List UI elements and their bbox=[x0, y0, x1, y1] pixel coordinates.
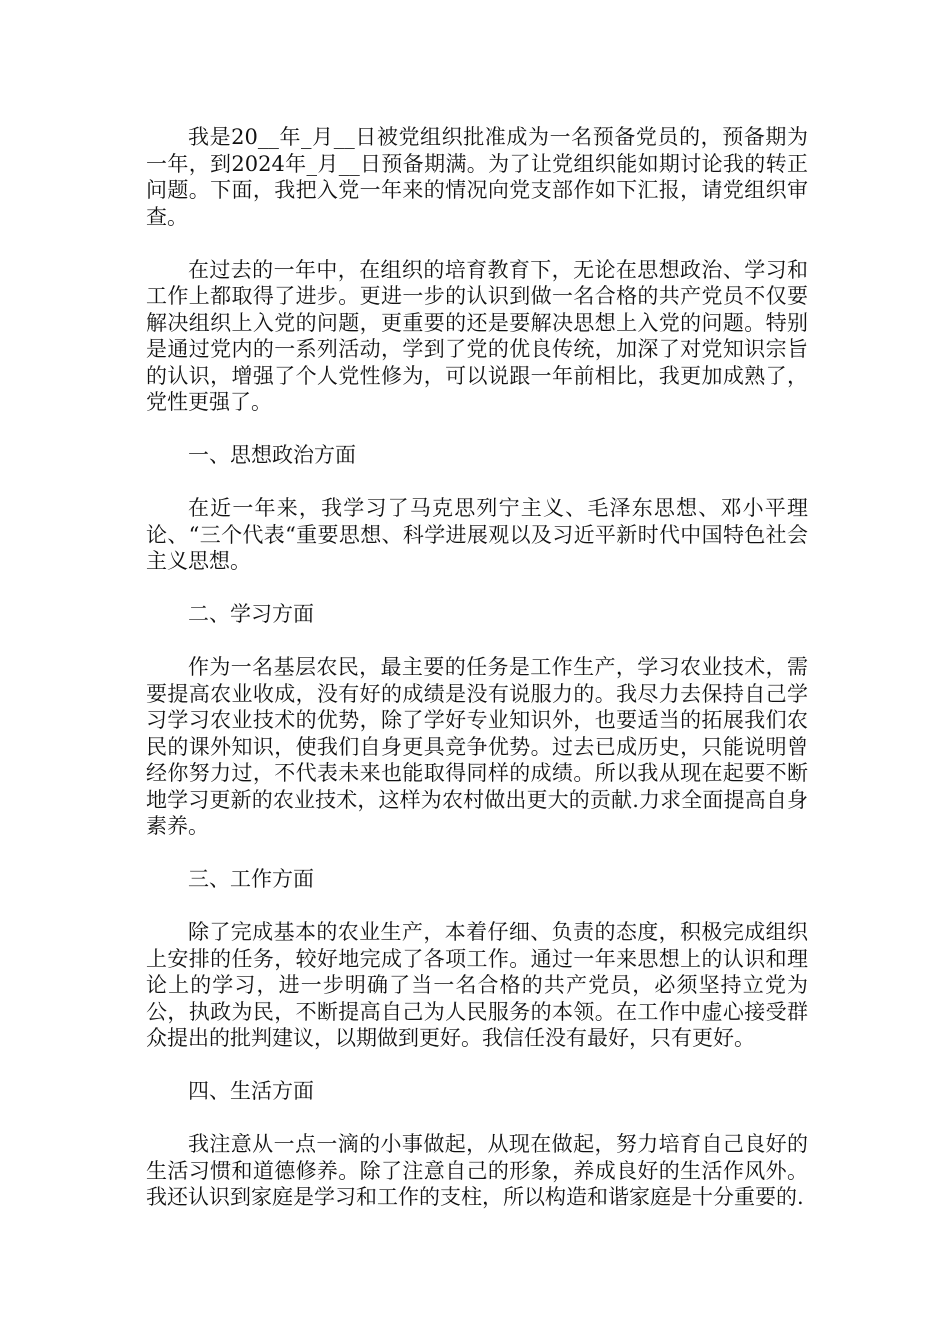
intro-paragraph: 我是20__年_月__日被党组织批准成为一名预备党员的，预备期为一年，到2024年_月__日预备期满。为了让党组织能如期讨论我的转正问题。下面，我把入党一年来的情况向党支部作如下汇报，请党组织审查。 bbox=[146, 125, 808, 229]
study-paragraph: 作为一名基层农民，最主要的任务是工作生产，学习农业技术，需要提高农业收成，没有好的成绩是没有说服力的。我尽力去保持自己学习学习农业技术的优势，除了学好专业知识外，也要适当的拓展我们农民的课外知识，使我们自身更具竞争优势。过去已成历史，只能说明曾经你努力过，不代表未来也能取得同样的成绩。所以我从现在起要不断地学习更新的农业技术，这样为农村做出更大的贡献.力求全面提高自身素养。 bbox=[146, 655, 808, 838]
life-paragraph: 我注意从一点一滴的小事做起，从现在做起，努力培育自己良好的生活习惯和道德修养。除了注意自己的形象，养成良好的生活作风外。我还认识到家庭是学习和工作的支柱，所以构造和谐家庭是十分重要的. bbox=[146, 1132, 808, 1209]
section-heading-study: 二、学习方面 bbox=[188, 602, 314, 626]
section-heading-work: 三、工作方面 bbox=[188, 867, 314, 891]
document-body bbox=[146, 124, 808, 1237]
section-heading-politics: 一、思想政治方面 bbox=[188, 443, 356, 467]
summary-paragraph: 在过去的一年中，在组织的培育教育下，无论在思想政治、学习和工作上都取得了进步。更进一步的认识到做一名合格的共产党员不仅要解决组织上入党的问题，更重要的还是要解决思想上入党的问题。特别是通过党内的一系列活动，学到了党的优良传统，加深了对党知识宗旨的认识，增强了个人党性修为，可以说跟一年前相比，我更加成熟了，党性更强了。 bbox=[146, 257, 808, 414]
politics-paragraph: 在近一年来，我学习了马克思列宁主义、毛泽东思想、邓小平理论、“三个代表“重要思想、科学进展观以及习近平新时代中国特色社会主义思想。 bbox=[146, 496, 808, 573]
section-heading-life: 四、生活方面 bbox=[188, 1079, 314, 1103]
work-paragraph: 除了完成基本的农业生产，本着仔细、负责的态度，积极完成组织上安排的任务，较好地完成了各项工作。通过一年来思想上的认识和理论上的学习，进一步明确了当一名合格的共产党员，必须坚持立党为公，执政为民，不断提高自己为人民服务的本领。在工作中虚心接受群众提出的批判建议，以期做到更好。我信任没有最好，只有更好。 bbox=[146, 920, 808, 1050]
